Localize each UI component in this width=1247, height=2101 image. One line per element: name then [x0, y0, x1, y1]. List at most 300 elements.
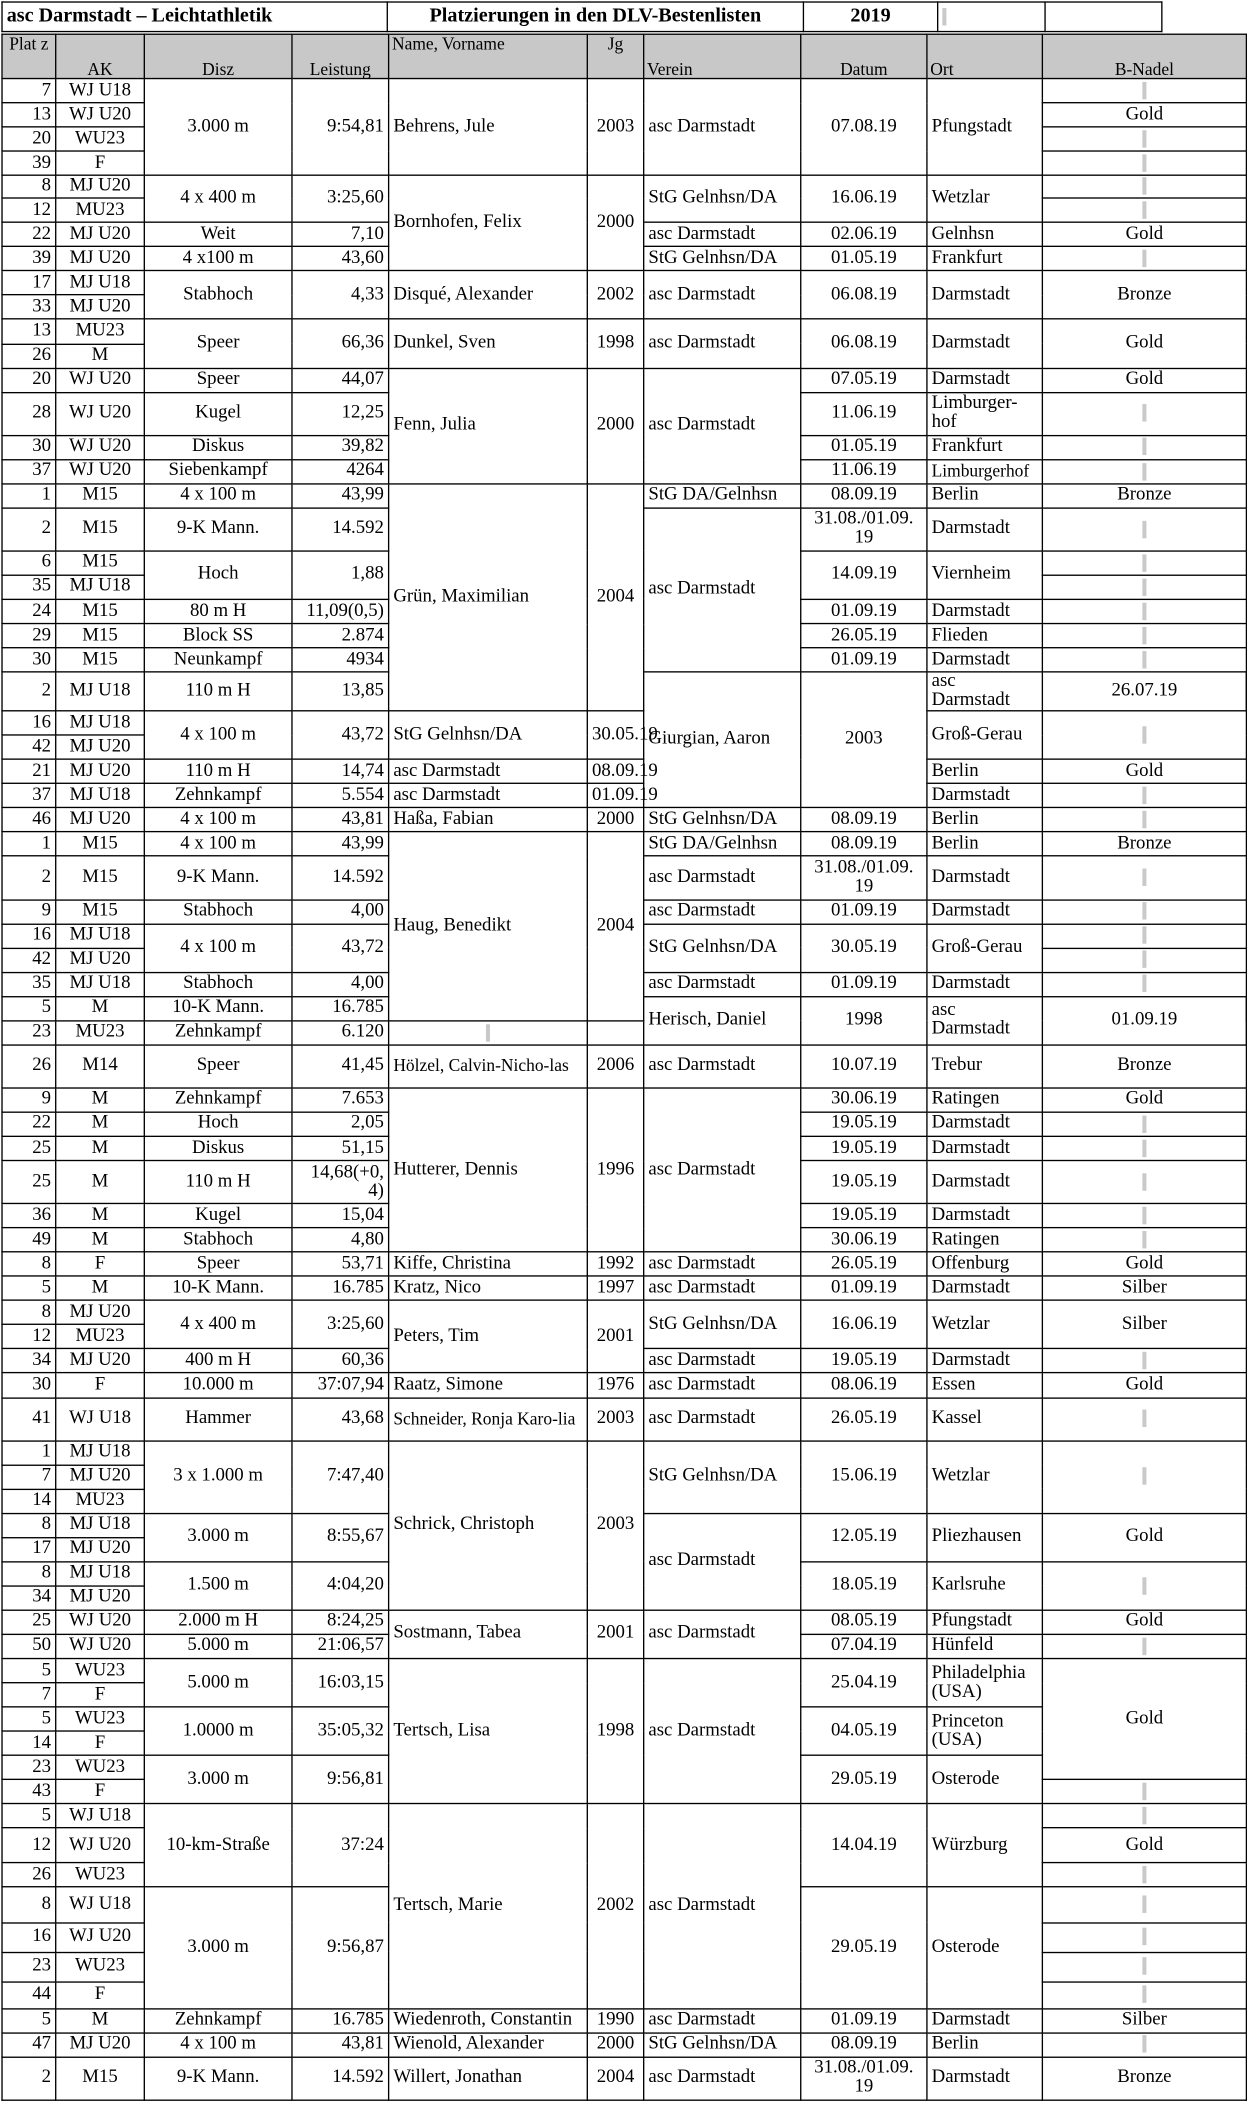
cell-platz	[2, 1161, 56, 1204]
cell-marker	[1142, 1173, 1146, 1190]
cell-text: 4,80	[351, 1229, 384, 1250]
cell-text: MJ U18	[69, 1514, 131, 1535]
cell-ak	[56, 948, 145, 972]
cell-platz	[2, 295, 56, 319]
cell-text: 34	[32, 1350, 52, 1371]
cell-text: 37:24	[341, 1834, 384, 1856]
cell-text: 80 m H	[189, 600, 247, 621]
cell-text: WJ U18	[68, 1408, 132, 1429]
cell-jg	[587, 1610, 643, 1658]
cell-text: WJ U20	[68, 104, 132, 125]
col-header-disz: Disz	[144, 34, 292, 78]
cell-leistung	[292, 1045, 389, 1088]
cell-text: Viernheim	[931, 564, 1011, 585]
cell-disz	[144, 672, 292, 711]
cell-verein	[644, 2033, 801, 2057]
cell-disz	[144, 996, 292, 1020]
cell-datum	[801, 599, 927, 623]
cell-leistung	[292, 1513, 389, 1561]
cell-text: F	[94, 152, 106, 173]
cell-text: 14.04.19	[830, 1834, 897, 1856]
cell-bnadel	[1042, 624, 1246, 648]
cell-verein	[644, 1441, 801, 1514]
cell-text: 14.592	[332, 518, 384, 539]
cell-verein	[644, 1610, 801, 1658]
cell-text: Diskus	[192, 436, 245, 457]
cell-datum	[801, 1045, 927, 1088]
cell-text: MJ U20	[69, 736, 131, 757]
cell-verein	[644, 808, 801, 832]
cell-text: 8	[41, 176, 52, 197]
cell-text: M15	[82, 484, 118, 506]
cell-bnadel	[1042, 1397, 1246, 1440]
cell-text: 23	[32, 1021, 52, 1043]
cell-text: 4264	[346, 460, 384, 481]
cell-ort	[927, 1045, 1042, 1088]
cell-text: Gold	[1125, 223, 1164, 245]
cell-text: asc Darmstadt	[648, 579, 756, 600]
cell-text: 29.05.19	[830, 1768, 897, 1790]
cell-text: 01.09.19	[830, 2009, 897, 2030]
cell-ak	[56, 127, 145, 151]
cell-name	[389, 1252, 588, 1276]
cell-name	[389, 2033, 588, 2057]
cell-leistung	[292, 1301, 389, 1349]
cell-datum	[801, 808, 927, 832]
cell-text: 43,99	[341, 833, 384, 854]
cell-text: asc Darmstadt	[931, 671, 1010, 711]
cell-text: 16.785	[332, 1277, 384, 1298]
cell-leistung	[292, 551, 389, 599]
cell-disz	[144, 1161, 292, 1204]
cell-text: 04.05.19	[830, 1720, 897, 1741]
cell-text: 30.05.19	[830, 937, 897, 958]
cell-datum	[801, 392, 927, 435]
cell-text: StG DA/Gelnhsn	[648, 833, 778, 854]
cell-text: 9-K Mann.	[176, 2067, 260, 2088]
cell-text: Hutterer, Dennis	[393, 1159, 518, 1180]
cell-text: Philadelphia (USA)	[931, 1662, 1026, 1702]
cell-bnadel	[1042, 1301, 1246, 1349]
cell-text: 3.000 m	[187, 116, 249, 137]
cell-text: 110 m H	[185, 760, 251, 782]
cell-text: WU23	[74, 1864, 126, 1885]
cell-marker	[1142, 2036, 1146, 2053]
cell-text: 1,88	[351, 564, 384, 585]
cell-text: M15	[82, 600, 118, 621]
cell-text: 29	[32, 624, 52, 646]
cell-text: 30	[32, 436, 52, 457]
cell-text: 33	[32, 296, 52, 317]
cell-bnadel	[1042, 1276, 1246, 1300]
cell-text: 01.05.19	[830, 248, 897, 269]
cell-text: 30.06.19	[830, 1229, 897, 1250]
cell-ort	[927, 1707, 1042, 1755]
cell-ak	[56, 1373, 145, 1397]
cell-text: Bornhofen, Felix	[393, 212, 522, 233]
cell-text: Princeton (USA)	[931, 1711, 1004, 1751]
cell-text: 5	[41, 1708, 52, 1729]
cell-platz	[2, 1707, 56, 1731]
table-row	[2, 1659, 1246, 1683]
cell-ort	[927, 319, 1042, 367]
cell-ak	[56, 508, 145, 551]
cell-text: Schrick, Christoph	[393, 1514, 535, 1535]
cell-text: M15	[82, 624, 118, 646]
cell-jg	[587, 1397, 643, 1440]
cell-jg	[587, 79, 643, 176]
cell-text: 22	[32, 1113, 52, 1134]
cell-text: 18.05.19	[830, 1575, 897, 1596]
cell-text: 30	[32, 649, 52, 670]
cell-text: 01.09.19	[830, 600, 897, 621]
cell-text: M15	[82, 2067, 118, 2088]
cell-marker	[1142, 1207, 1146, 1224]
cell-datum	[801, 459, 927, 483]
cell-ak	[56, 1276, 145, 1300]
cell-text: MJ U18	[69, 680, 131, 701]
cell-name	[389, 1301, 588, 1374]
cell-text: Weit	[200, 223, 236, 245]
cell-leistung	[292, 924, 389, 972]
cell-text: 2000	[596, 809, 635, 830]
cell-platz	[2, 103, 56, 127]
cell-marker	[1142, 1896, 1146, 1913]
cell-ort	[927, 711, 1042, 759]
cell-ak	[56, 899, 145, 923]
cell-platz	[2, 2057, 56, 2100]
cell-text: 14	[32, 1732, 52, 1753]
cell-text: 3:25,60	[327, 188, 384, 209]
cell-datum	[801, 924, 927, 972]
cell-datum	[801, 1441, 927, 1514]
cell-leistung	[292, 760, 389, 784]
cell-text: 24	[32, 600, 52, 621]
cell-platz	[2, 1982, 56, 2009]
cell-text: 2003	[596, 116, 635, 137]
cell-text: F	[94, 1684, 106, 1705]
cell-datum	[801, 368, 927, 392]
cell-ak	[56, 1828, 145, 1863]
cell-text: 12,25	[341, 402, 384, 424]
cell-platz	[2, 1373, 56, 1397]
document-header	[1, 1, 1162, 32]
cell-bnadel	[1042, 1952, 1246, 1982]
cell-text: Haug, Benedikt	[393, 915, 512, 936]
cell-leistung	[292, 79, 389, 176]
cell-text: 5	[41, 1805, 52, 1826]
cell-text: 1997	[596, 1277, 635, 1298]
cell-text: 7.653	[341, 1089, 384, 1110]
cell-text: 07.05.19	[830, 369, 897, 390]
cell-text: MJ U20	[69, 949, 131, 970]
cell-text: 41	[32, 1408, 52, 1429]
cell-text: 2000	[596, 415, 635, 436]
cell-text: asc Darmstadt	[648, 332, 756, 354]
cell-text: 14	[32, 1490, 52, 1511]
table-row	[2, 1301, 1246, 1325]
cell-ak	[56, 1537, 145, 1561]
cell-verein	[644, 319, 801, 367]
cell-ak	[56, 2057, 145, 2100]
cell-text: Zehnkampf	[174, 785, 262, 806]
cell-leistung	[292, 1707, 389, 1755]
cell-marker	[1142, 975, 1146, 992]
cell-text: 2004	[596, 586, 635, 607]
cell-text: 5	[41, 1277, 52, 1298]
cell-datum	[801, 1161, 927, 1204]
cell-text: WJ U20	[68, 1926, 132, 1947]
cell-text: WJ U20	[68, 402, 132, 424]
cell-text: MJ U18	[69, 712, 131, 733]
cell-disz	[144, 1441, 292, 1514]
cell-text: 37	[32, 460, 52, 481]
cell-text: Kugel	[195, 402, 242, 424]
table-body	[2, 79, 1246, 2101]
cell-text: F	[94, 1781, 106, 1802]
cell-datum	[801, 1659, 927, 1707]
cell-verein	[644, 1373, 801, 1397]
cell-text: 16.785	[332, 2009, 384, 2030]
cell-platz	[2, 1276, 56, 1300]
cell-ort	[927, 1441, 1042, 1514]
cell-text: Giurgian, Aaron	[648, 729, 771, 750]
cell-text: 26	[32, 1055, 52, 1076]
cell-platz	[2, 1397, 56, 1440]
cell-datum	[801, 1634, 927, 1658]
cell-platz	[2, 79, 56, 103]
cell-datum	[801, 2057, 927, 2100]
cell-ak	[56, 484, 145, 508]
cell-platz	[2, 760, 56, 784]
cell-text: 4 x 100 m	[180, 833, 256, 854]
cell-text: 01.09.19	[830, 1277, 897, 1298]
cell-ak	[56, 1634, 145, 1658]
cell-datum	[801, 1887, 927, 2008]
table-row	[2, 1276, 1246, 1300]
cell-bnadel	[1042, 1982, 1246, 2009]
cell-marker	[1142, 1231, 1146, 1248]
cell-text: MJ U20	[69, 809, 131, 830]
cell-ak	[56, 672, 145, 711]
cell-text: 2003	[845, 729, 883, 750]
cell-bnadel	[1042, 1441, 1246, 1514]
cell-text: 43,72	[341, 937, 384, 958]
cell-text: 19.05.19	[830, 1171, 897, 1192]
cell-ak	[56, 295, 145, 319]
cell-text: MU23	[75, 1021, 125, 1043]
cell-text: Hünfeld	[931, 1635, 994, 1656]
cell-leistung	[292, 1441, 389, 1514]
cell-datum	[801, 1373, 927, 1397]
cell-marker	[1142, 130, 1146, 147]
cell-marker	[1142, 82, 1146, 99]
cell-text: 10-km-Straße	[166, 1834, 270, 1856]
table-row	[2, 2033, 1246, 2057]
cell-marker	[1142, 250, 1146, 267]
cell-text: asc Darmstadt	[393, 760, 501, 782]
cell-text: 8:24,25	[327, 1611, 384, 1632]
cell-text: asc Darmstadt	[648, 116, 756, 137]
cell-ak	[56, 1659, 145, 1683]
cell-marker	[486, 1024, 490, 1041]
cell-leistung	[292, 2008, 389, 2032]
cell-leistung	[292, 247, 389, 271]
cell-leistung	[292, 271, 389, 319]
cell-text: MJ U18	[69, 973, 131, 994]
cell-marker	[1142, 1783, 1146, 1800]
cell-ak	[56, 1562, 145, 1586]
cell-platz	[2, 624, 56, 648]
cell-marker	[1142, 1958, 1146, 1975]
cell-leistung	[292, 1659, 389, 1707]
cell-bnadel	[389, 1021, 588, 1045]
table-row	[2, 760, 1246, 784]
cell-platz	[2, 1136, 56, 1160]
cell-text: 8	[41, 1514, 52, 1535]
cell-ak	[56, 1922, 145, 1952]
cell-text: asc Darmstadt	[931, 1000, 1010, 1040]
cell-text: asc Darmstadt	[648, 1720, 756, 1741]
cell-bnadel	[1042, 711, 1246, 759]
cell-datum	[801, 1804, 927, 1887]
cell-leistung	[292, 508, 389, 551]
cell-jg	[587, 1659, 643, 1804]
cell-text: 30	[32, 1374, 52, 1395]
cell-text: 3.000 m	[187, 1526, 249, 1547]
cell-marker	[1142, 1807, 1146, 1824]
cell-ort	[927, 484, 1042, 508]
table-header-row	[2, 34, 1246, 78]
cell-leistung	[292, 368, 389, 392]
cell-text: 4 x 400 m	[180, 1314, 256, 1335]
cell-ort	[927, 1562, 1042, 1610]
cell-text: 1.500 m	[187, 1575, 249, 1596]
cell-disz	[144, 392, 292, 435]
cell-verein	[644, 899, 801, 923]
cell-ort	[927, 247, 1042, 271]
cell-bnadel	[1042, 1228, 1246, 1252]
cell-text: 50	[32, 1635, 52, 1656]
cell-bnadel	[1042, 103, 1246, 127]
cell-text: 31.08./01.09. 19	[814, 857, 914, 897]
cell-leistung	[292, 1136, 389, 1160]
cell-text: Sostmann, Tabea	[393, 1623, 522, 1644]
table-row	[2, 832, 1246, 856]
cell-bnadel	[1042, 1373, 1246, 1397]
cell-ort	[927, 368, 1042, 392]
cell-verein	[644, 368, 801, 484]
cell-text: 08.06.19	[830, 1374, 897, 1395]
cell-text: asc Darmstadt	[648, 1253, 756, 1274]
cell-ak	[56, 459, 145, 483]
cell-ort	[927, 392, 1042, 435]
cell-text: Darmstadt	[931, 1350, 1010, 1371]
cell-text: asc Darmstadt	[648, 1277, 756, 1298]
cell-ak	[56, 1349, 145, 1373]
cell-text: asc Darmstadt	[648, 1374, 756, 1395]
cell-ort	[927, 435, 1042, 459]
cell-disz	[144, 368, 292, 392]
cell-text: Darmstadt	[931, 332, 1010, 354]
cell-text: 4:04,20	[327, 1575, 384, 1596]
cell-text: 15.06.19	[830, 1466, 897, 1487]
cell-text: M15	[82, 867, 118, 888]
cell-text: WJ U18	[68, 79, 132, 101]
cell-datum	[801, 175, 927, 222]
cell-platz	[2, 484, 56, 508]
cell-leistung	[292, 996, 389, 1020]
cell-platz	[2, 1731, 56, 1755]
cell-platz	[2, 1952, 56, 1982]
cell-disz	[144, 175, 292, 222]
cell-text: 26	[32, 345, 52, 366]
cell-text: 08.09.19	[830, 484, 897, 506]
col-header-verein: Verein	[644, 34, 801, 78]
cell-platz	[2, 368, 56, 392]
cell-disz	[144, 271, 292, 319]
cell-text: 3.000 m	[187, 1937, 249, 1958]
cell-bnadel	[1042, 808, 1246, 832]
cell-text: Darmstadt	[931, 284, 1010, 305]
cell-text: 1998	[596, 332, 635, 354]
cell-verein	[644, 223, 801, 247]
cell-text: MJ U20	[69, 176, 131, 197]
cell-text: Darmstadt	[931, 600, 1010, 621]
table-row	[2, 1252, 1246, 1276]
cell-ak	[56, 1887, 145, 1922]
cell-jg	[587, 368, 643, 484]
cell-text: Darmstadt	[931, 1277, 1010, 1298]
cell-ort	[927, 1301, 1042, 1349]
cell-text: WJ U18	[68, 1805, 132, 1826]
cell-text: 35:05,32	[317, 1720, 384, 1741]
cell-text: 2006	[596, 1055, 635, 1076]
cell-marker	[1142, 201, 1146, 218]
cell-disz	[144, 1136, 292, 1160]
cell-text: 1990	[596, 2009, 635, 2030]
cell-ort	[927, 1088, 1042, 1112]
cell-ak	[56, 1136, 145, 1160]
cell-text: Silber	[1121, 2009, 1167, 2030]
cell-name	[389, 1276, 588, 1300]
cell-text: 2000	[596, 212, 635, 233]
cell-text: 5	[41, 2009, 52, 2030]
header-empty-cell	[1045, 2, 1162, 32]
cell-text: 11,09(0,5)	[306, 600, 384, 621]
cell-ak	[56, 1465, 145, 1489]
cell-text: 11.06.19	[831, 402, 897, 424]
cell-ak	[56, 1755, 145, 1779]
cell-text: 01.09.19	[830, 649, 897, 670]
cell-disz	[144, 599, 292, 623]
cell-ak	[56, 435, 145, 459]
cell-datum	[1042, 672, 1246, 711]
cell-text: 2	[41, 680, 52, 701]
cell-text: 2000	[596, 2034, 635, 2055]
cell-disz	[144, 1755, 292, 1803]
col-header-datum: Datum	[801, 34, 927, 78]
cell-verein	[644, 924, 801, 972]
cell-text: Berlin	[931, 2034, 979, 2055]
cell-bnadel	[1042, 319, 1246, 367]
cell-leistung	[292, 484, 389, 508]
cell-disz	[144, 319, 292, 367]
cell-ort	[927, 1349, 1042, 1373]
cell-text: MJ U20	[69, 1538, 131, 1559]
cell-datum	[801, 271, 927, 319]
cell-jg	[587, 1088, 643, 1252]
